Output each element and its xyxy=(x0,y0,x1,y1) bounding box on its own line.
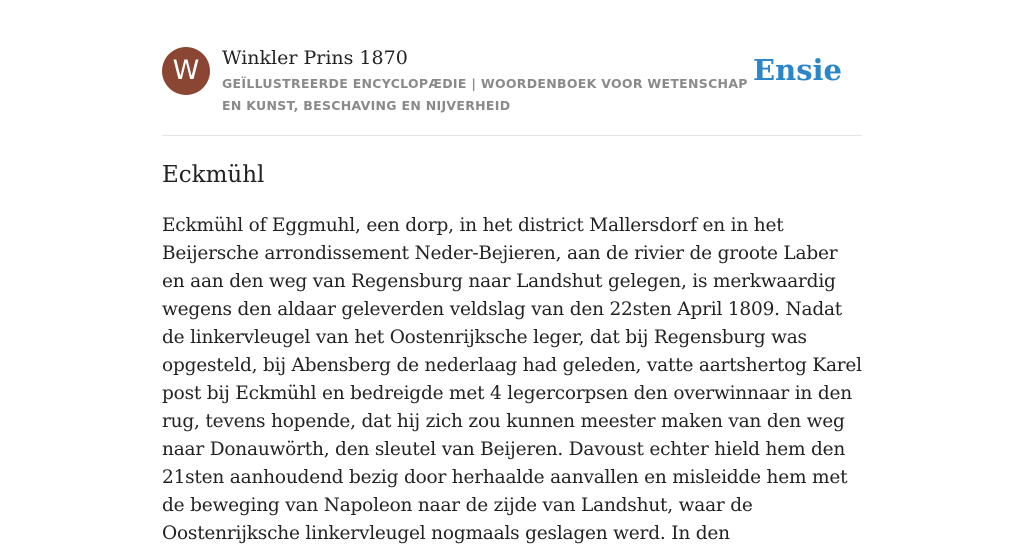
source-title[interactable]: Winkler Prins 1870 xyxy=(222,47,408,69)
article-title: Eckmühl xyxy=(162,162,265,188)
ensie-logo[interactable]: Ensie xyxy=(753,53,842,87)
source-header xyxy=(162,46,862,136)
source-subtitle: GEÏLLUSTREERDE ENCYCLOPÆDIE | WOORDENBOEK VOOR WETENSCHAP EN KUNST, BESCHAVING EN NIJVERHEID xyxy=(222,76,748,113)
article-body: Eckmühl of Eggmuhl, een dorp, in het district Mallersdorf en in het Beijersche arrondissement Neder-Bejieren, aan de rivier de groote Laber en aan den weg van Regensburg naar Landshut gelegen, is merkwaardig wegens den aldaar geleverden veldslag van den 22sten April 1809. Nadat de linkervleugel van het Oostenrijksche leger, dat bij Regensburg was opgesteld, bij Abensberg de nederlaag had geleden, vatte aartshertog Karel post bij Eckmühl en bedreigde met 4 legercorpsen den overwinnaar in den rug, tevens hopende, dat hij zich zou kunnen meester maken van den weg naar Donauwörth, den sleutel van Beijeren. Davoust echter hield hem den 21sten aanhoudend bezig door herhaalde aanvallen en misleidde hem met de beweging van Napoleon naar de zijde van Landshut, waar de Oostenrijksche linkervleugel nogmaals geslagen werd. In den xyxy=(162,215,862,544)
header-divider xyxy=(162,135,862,136)
source-avatar[interactable]: W xyxy=(162,47,210,95)
